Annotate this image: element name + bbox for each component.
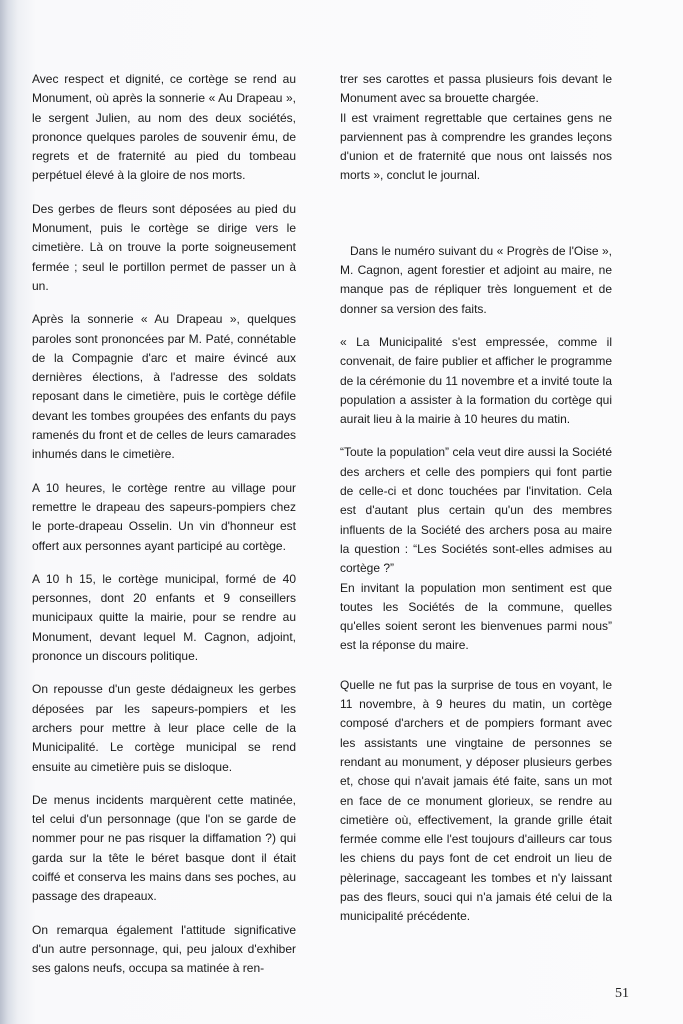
right-column — [340, 70, 612, 941]
page-number: 51 — [615, 986, 629, 1001]
paragraph: On repousse d'un geste dédaigneux les gerbes déposées par les sapeurs-pompiers et les archers pour mettre à leur place celle de la Municipalité. Le cortège municipal se rend ensuite au cimetière puis se disloque. — [32, 682, 296, 774]
paragraph: Après la sonnerie « Au Drapeau », quelques paroles sont prononcées par M. Paté, connétable de la Compagnie d'arc et maire évincé aux dernières élections, à l'adresse des soldats reposant dans le cimetière, puis le cortège défile devant les tombes groupées des enfants du pays ramenés du front et de celles de leurs camarades inhumés dans le cimetière. — [32, 312, 296, 462]
paragraph: trer ses carottes et passa plusieurs fois devant le Monument avec sa brouette chargée. Il est vraiment regrettable que certaines gens ne parviennent pas à comprendre les grandes leçons d'union et de fraternité que nous ont laissés nos morts », conclut le journal. — [340, 72, 612, 183]
paragraph: « La Municipalité s'est empressée, comme il convenait, de faire publier et afficher le programme de la cérémonie du 11 novembre et a invité toute la population a assister à la formation du cortège qui aurait lieu à la mairie à 10 heures du matin. — [340, 334, 612, 427]
paragraph: “Toute la population” cela veut dire aussi la Société des archers et celle des pompiers qui font partie de celle-ci et donc touchées par l'invitation. Cela est d'autant plus certain qu'un des membres influents de la Société des archers posa au maire la question : “Les Sociétés sont-elles admises au cortège ?” En invitant la population mon sentiment est que toutes les Sociétés de la commune, quelles qu'elles soient seront les bienvenues parmi nous” est la réponse du maire. — [340, 445, 612, 653]
paragraph: Dans le numéro suivant du « Progrès de l'Oise », M. Cagnon, agent forestier et adjoint au maire, ne manque pas de répliquer très longuement et de donner sa version des faits. — [340, 243, 612, 316]
paragraph: Des gerbes de fleurs sont déposées au pied du Monument, puis le cortège se dirige vers le cimetière. Là on trouve la porte soigneusement fermée ; seul le portillon permet de passer un à un. — [32, 201, 296, 293]
paragraph: A 10 h 15, le cortège municipal, formé de 40 personnes, dont 20 enfants et 9 conseillers municipaux quitte la mairie, pour se rendre au Monument, devant lequel M. Cagnon, adjoint, prononce un discours politique. — [32, 571, 296, 664]
left-column — [32, 70, 296, 992]
paragraph: A 10 heures, le cortège rentre au village pour remettre le drapeau des sapeurs-pompiers chez le porte-drapeau Osselin. Un vin d'honneur est offert aux personnes ayant participé au cortège. — [32, 480, 296, 553]
paragraph: Quelle ne fut pas la surprise de tous en voyant, le 11 novembre, à 9 heures du matin, un cortège composé d'archers et de pompiers formant avec les assistants une vingtaine de personnes se rendant au monument, y déposer plusieurs gerbes et, chose qui n'avait jamais été faite, sans un mot en face de ce monument glorieux, se rendre au cimetière où, effectivement, la grande grille était fermée comme elle l'est toujours d'ailleurs car tous les chiens du pays font de cet endroit un lieu de pèlerinage, saccageant les tombes et n'y laissant pas des fleurs, souci qui n'a jamais été celui de la municipalité précédente. — [340, 677, 612, 924]
paragraph: De menus incidents marquèrent cette matinée, tel celui d'un personnage (que l'on se garde de nommer pour ne pas risquer la diffamation ?) qui garda sur la tête le béret basque dont il était coiffé et conserva les mains dans ses poches, au passage des drapeaux. — [32, 792, 296, 904]
paragraph: Avec respect et dignité, ce cortège se rend au Monument, où après la sonnerie « Au Drapeau », le sergent Julien, au nom des deux sociétés, prononce quelques paroles de souvenir ému, de regrets et de fraternité au pied du tombeau perpétuel élevé à la gloire de nos morts. — [32, 72, 296, 183]
paragraph: On remarqua également l'attitude significative d'un autre personnage, qui, peu jaloux d'exhiber ses galons neufs, occupa sa matinée à ren- — [32, 922, 296, 976]
